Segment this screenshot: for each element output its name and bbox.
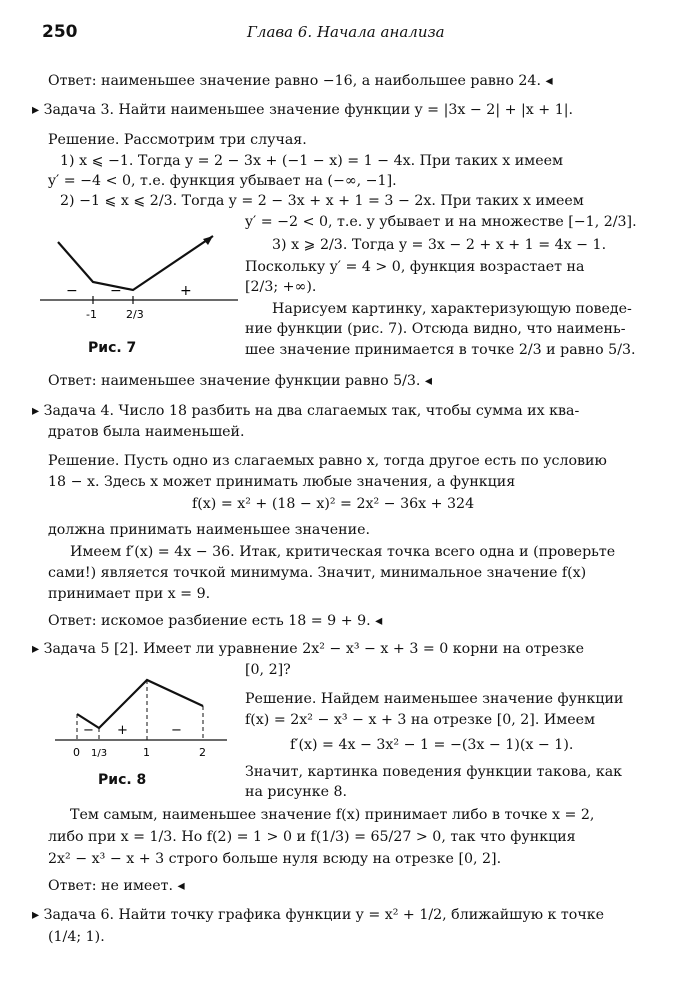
text-line: ние функции (рис. 7). Отсюда видно, что наимень- [245,321,626,337]
text-line: принимает при x = 9. [48,586,211,602]
fig7-tick-label: 2/3 [126,308,144,321]
text-line: Поскольку y′ = 4 > 0, функция возрастает на [245,259,585,275]
text-line: 2x² − x³ − x + 3 строго больше нуля всюду на отрезке [0, 2]. [48,851,502,867]
text-line: должна принимать наименьшее значение. [48,522,370,538]
text-line: сами!) является точкой минимума. Значит, минимальное значение f(x) [48,565,587,581]
problem-6-heading: ▸ Задача 6. Найти точку графика функции y = x² + 1/2, ближайшую к точке [32,907,604,923]
answer-line: Ответ: наименьшее значение функции равно 5/3. ◂ [48,373,433,389]
text-line: Тем самым, наименьшее значение f(x) принимает либо в точке x = 2, [70,807,595,823]
text-line: дратов была наименьшей. [48,424,245,440]
solution-line: Решение. Рассмотрим три случая. [48,132,307,148]
page-header [42,22,650,46]
text-line: y′ = −2 < 0, т.е. y убывает и на множестве [−1, 2/3]. [245,214,637,230]
fig8-graph-line [77,680,203,728]
fig8-sign: − [83,723,94,738]
fig7-arrow-icon [203,236,213,245]
text-line: Значит, картинка поведения функции такова, как [245,764,623,780]
text-line: либо при x = 1/3. Но f(2) = 1 > 0 и f(1/3) = 65/27 > 0, так что функция [48,829,576,845]
answer-line: Ответ: наименьшее значение равно −16, а наибольшее равно 24. ◂ [48,73,553,89]
text-line: Имеем f′(x) = 4x − 36. Итак, критическая точка всего одна и (проверьте [70,544,616,560]
figure-8 [55,670,230,766]
fig7-graph-line [58,236,213,290]
problem-5-heading: ▸ Задача 5 [2]. Имеет ли уравнение 2x² − x³ − x + 3 = 0 корни на отрезке [32,641,585,657]
text-line: f(x) = 2x² − x³ − x + 3 на отрезке [0, 2]. Имеем [245,712,596,728]
text-line: [2/3; +∞). [245,279,317,295]
fig8-sign: + [117,723,128,738]
problem-3-heading: ▸ Задача 3. Найти наименьшее значение функции y = |3x − 2| + |x + 1|. [32,102,574,118]
fig8-tick-label: 2 [199,746,206,759]
solution-line: Решение. Найдем наименьшее значение функции [245,691,624,707]
text-line: 18 − x. Здесь x может принимать любые значения, а функция [48,474,516,490]
text-line: Нарисуем картинку, характеризующую поведе- [272,301,632,317]
page-number: 250 [42,22,78,42]
fig7-sign: − [110,283,122,299]
fig8-tick-label: 1/3 [91,748,108,759]
problem-4-heading: ▸ Задача 4. Число 18 разбить на два слагаемых так, чтобы сумма их ква- [32,403,580,419]
formula-line: f(x) = x² + (18 − x)² = 2x² − 36x + 324 [192,496,475,512]
text-line: [0, 2]? [245,662,291,678]
formula-line: f′(x) = 4x − 3x² − 1 = −(3x − 1)(x − 1). [290,737,574,753]
fig7-tick-label: -1 [86,308,97,321]
text-line: (1/4; 1). [48,929,105,945]
text-line: шее значение принимается в точке 2/3 и равно 5/3. [245,342,636,358]
text-line: на рисунке 8. [245,784,348,800]
fig7-sign: + [180,283,192,299]
fig8-sign: − [171,723,182,738]
figure-7 [38,228,238,330]
fig8-tick-label: 1 [143,746,150,759]
chapter-title: Глава 6. Начала анализа [247,23,445,41]
figure-7-caption: Рис. 7 [88,340,137,356]
fig8-tick-label: 0 [73,746,80,759]
fig7-sign: − [66,283,78,299]
answer-line: Ответ: не имеет. ◂ [48,878,185,894]
text-line: 2) −1 ⩽ x ⩽ 2/3. Тогда y = 2 − 3x + x + 1 = 3 − 2x. При таких x имеем [60,193,584,209]
text-line: 3) x ⩾ 2/3. Тогда y = 3x − 2 + x + 1 = 4x − 1. [272,237,607,253]
solution-line: Решение. Пусть одно из слагаемых равно x, тогда другое есть по условию [48,453,607,469]
figure-8-caption: Рис. 8 [98,772,147,788]
answer-line: Ответ: искомое разбиение есть 18 = 9 + 9. ◂ [48,613,383,629]
text-line: y′ = −4 < 0, т.е. функция убывает на (−∞, −1]. [48,173,397,189]
text-line: 1) x ⩽ −1. Тогда y = 2 − 3x + (−1 − x) = 1 − 4x. При таких x имеем [60,153,564,169]
